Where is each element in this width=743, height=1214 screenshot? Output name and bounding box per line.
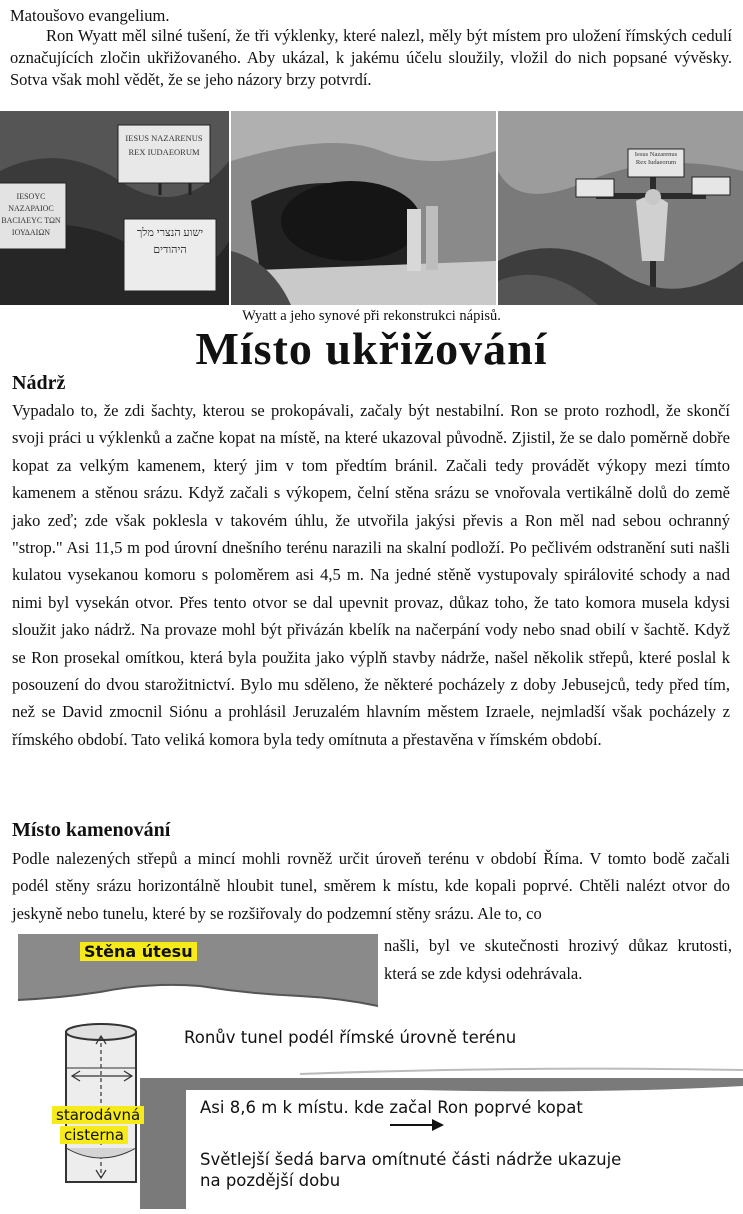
sign-painting: Iesus Nazarenus Rex Iudaeorum	[634, 151, 678, 166]
cliff-label: Stěna útesu	[80, 942, 197, 961]
photo-strip	[0, 111, 743, 305]
sign-greek: IESOYC NAZAPAIOC BACIAEYC ΤΩΝ ΙΟΥΔΑΙΩΝ	[1, 192, 61, 237]
cistern-label-2: cisterna	[60, 1126, 128, 1144]
tunnel-label: Ronův tunel podél římské úrovně terénu	[184, 1028, 517, 1047]
note-line-1: Světlejší šedá barva omítnuté části nádrže ukazuje	[200, 1150, 622, 1169]
photo-painting	[498, 111, 743, 305]
continuation-line: Matoušovo evangelium.	[10, 6, 170, 25]
photo-caption: Wyatt a jeho synové při rekonstrukci nápisů.	[242, 308, 501, 324]
cistern-label-1: starodávná	[52, 1106, 144, 1124]
sign-hebrew: ישוע הנצרי מלך היהודים	[136, 227, 204, 256]
note-line-2: na pozdější dobu	[200, 1171, 341, 1190]
section-heading-stoning: Místo kamenování	[12, 819, 171, 841]
section-body-stoning: Podle nalezených střepů a mincí mohli rovněž určit úroveň terénu v období Říma. V tomto bodě začali podél stěny srázu horizontálně hloubit tunel, směrem k místu, kde kopali poprvé. Chtěli nalézt otvor do jeskyně nebo tunelu, které by se rozšiřovaly do podzemní stěny srázu. Ale to, co	[12, 849, 730, 923]
intro-paragraph: Ron Wyatt měl silné tušení, že tři výklenky, které nalezl, měly být místem pro uložení římských cedulí označujících zločin ukřižovaného. Aby ukázal, k jakému účelu sloužily, vložil do nich popsané vývěsky. Sotva však mohl vědět, že se jeho názory brzy potvrdí.	[10, 26, 732, 89]
page-title: Místo ukřižování	[195, 323, 548, 374]
section-body-cistern: Vypadalo to, že zdi šachty, kterou se prokopávali, začaly být nestabilní. Ron se proto rozhodl, že skončí svoji práci u výklenků a začne kopat na místě, na které ukazoval původně. Zjistil, že se dalo poměrně dobře kopat za velkým kamenem, který jim v tom předtím bránil. Začali tedy provádět výkopy mezi tímto kamenem a stěnou srázu. Když začali s výkopem, čelní stěna srázu se vnořovala vertikálně dolů do země jako zeď; zde však poklesla v takovém úhlu, že utvořila jakýsi převis a Ron měl nad sebou ochranný "strop." Asi 11,5 m pod úrovní dnešního terénu narazili na skalní podloží. Po pečlivém odstranění suti našli kulatou vysekanou komoru s poloměrem asi 4,5 m. Na jedné stěně vystupovaly spirálovité schody a nad nimi byl vysekán otvor. Přes tento otvor se dal upevnit provaz, důkaz toho, že tato komora musela kdysi sloužit jako nádrž. Na provaze mohl být přivázán kbelík na načerpání vody nebo snad obilí v šachtě. Když se Ron prosekal omítkou, která byla použita jako výplň stavby nádrže, našel několik střepů, které poslal k posouzení do dvou starožitnictví. Bylo mu sděleno, že některé pocházely z doby Jebusejců, tedy před tím, než se David zmocnil Siónu a prohlásil Jeruzalém hlavním městem Izraele, nejmladší však pocházely z římského období. Tato veliká komora byla tedy omítnuta a přestavěna v římském období.	[12, 401, 730, 749]
sign-latin: IESUS NAZARENUS REX IUDAEORUM	[125, 133, 203, 157]
photo-signs	[0, 111, 229, 305]
section-body-stoning-wrap: našli, byl ve skutečnosti hrozivý důkaz krutosti, která se zde kdysi odehrávala.	[384, 936, 732, 983]
section-heading-cistern: Nádrž	[12, 372, 66, 394]
distance-label: Asi 8,6 m k místu. kde začal Ron poprvé kopat	[200, 1098, 583, 1117]
painting-photo-art	[498, 111, 743, 305]
photo-niche	[231, 111, 496, 305]
niche-photo-art	[231, 111, 496, 305]
